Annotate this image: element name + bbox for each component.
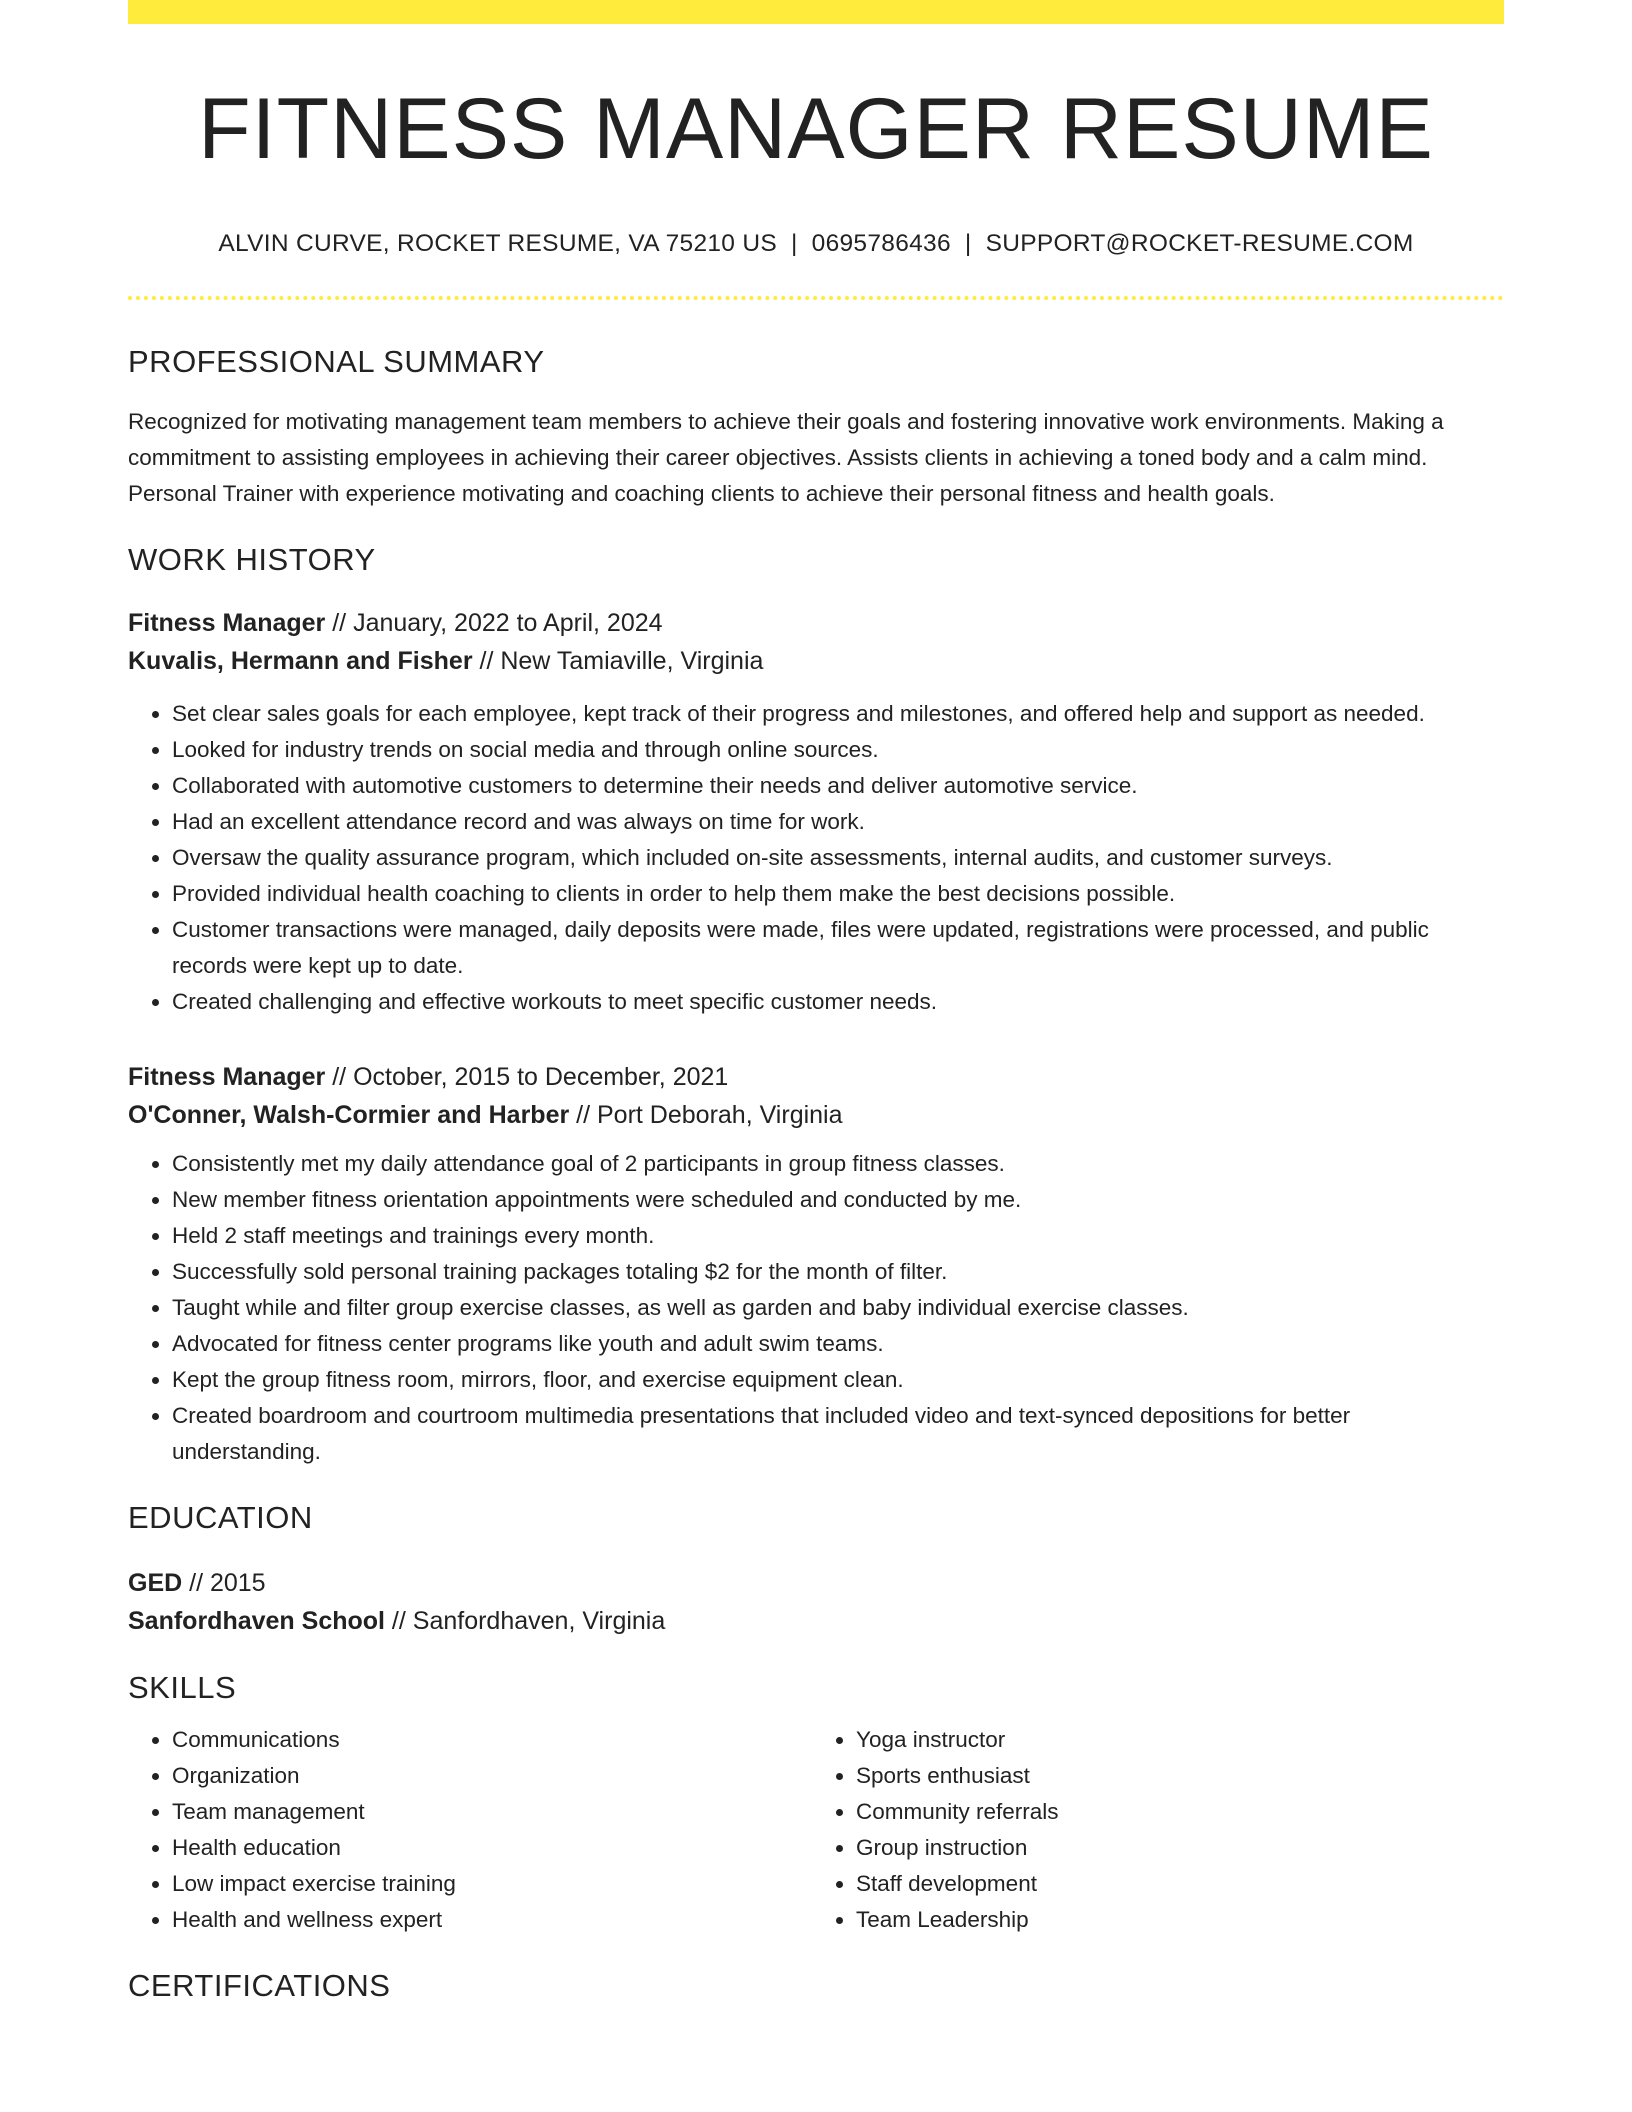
job-company: Kuvalis, Hermann and Fisher xyxy=(128,647,473,676)
list-item: • Successfully sold personal training packages totaling $2 for the month of filter. xyxy=(172,1254,1504,1290)
list-item: • Had an excellent attendance record and was always on time for work. xyxy=(172,804,1504,840)
list-item: • Low impact exercise training xyxy=(172,1866,806,1902)
skills-heading: SKILLS xyxy=(128,1670,237,1706)
job-bullets xyxy=(128,1146,1504,1470)
job-company-line xyxy=(128,1096,1504,1134)
dotted-divider xyxy=(128,296,1504,300)
list-item: • Community referrals xyxy=(856,1794,1490,1830)
contact-phone: 0695786436 xyxy=(811,230,951,258)
job-dates: // October, 2015 to December, 2021 xyxy=(325,1063,729,1092)
list-item: • Created boardroom and courtroom multimedia presentations that included video and text-synced depositions for better understanding. xyxy=(172,1398,1504,1470)
education-year: // 2015 xyxy=(182,1569,266,1598)
education-entry xyxy=(128,1564,1504,1640)
list-item: • Created challenging and effective workouts to meet specific customer needs. xyxy=(172,984,1504,1020)
job-company-line xyxy=(128,642,1504,680)
education-degree-line xyxy=(128,1564,1504,1602)
contact-line xyxy=(128,230,1504,258)
certifications-heading: CERTIFICATIONS xyxy=(128,1968,391,2004)
list-item: • Advocated for fitness center programs like youth and adult swim teams. xyxy=(172,1326,1504,1362)
list-item: • Sports enthusiast xyxy=(856,1758,1490,1794)
job-company: O'Conner, Walsh-Cormier and Harber xyxy=(128,1101,570,1130)
job-title-line xyxy=(128,1058,1504,1096)
job-dates: // January, 2022 to April, 2024 xyxy=(325,609,663,638)
list-item: • Staff development xyxy=(856,1866,1490,1902)
list-item: • Taught while and filter group exercise classes, as well as garden and baby individual exercise classes. xyxy=(172,1290,1504,1326)
list-item: • Health and wellness expert xyxy=(172,1902,806,1938)
resume-page xyxy=(128,0,1504,2004)
list-item: • Team management xyxy=(172,1794,806,1830)
list-item: • Customer transactions were managed, daily deposits were made, files were updated, registrations were processed, and public records were kept up to date. xyxy=(172,912,1504,984)
list-item: • Collaborated with automotive customers to determine their needs and deliver automotive service. xyxy=(172,768,1504,804)
resume-title: FITNESS MANAGER RESUME xyxy=(198,81,1434,177)
list-item: • Group instruction xyxy=(856,1830,1490,1866)
list-item: • Oversaw the quality assurance program, which included on-site assessments, internal audits, and customer surveys. xyxy=(172,840,1504,876)
list-item: • Organization xyxy=(172,1758,806,1794)
list-item: • Set clear sales goals for each employee, kept track of their progress and milestones, and offered help and support as needed. xyxy=(172,696,1504,732)
job-title-line xyxy=(128,604,1504,642)
contact-email: SUPPORT@ROCKET-RESUME.COM xyxy=(985,230,1414,258)
education-school-line xyxy=(128,1602,1504,1640)
skills-column-right xyxy=(806,1722,1490,1938)
job-title: Fitness Manager xyxy=(128,1063,326,1092)
contact-separator: | xyxy=(790,230,798,258)
skills-column-left xyxy=(128,1722,806,1938)
work-history-heading: WORK HISTORY xyxy=(128,542,376,578)
list-item: • Health education xyxy=(172,1830,806,1866)
job-entry-1 xyxy=(128,604,1504,1020)
list-item: • Held 2 staff meetings and trainings every month. xyxy=(172,1218,1504,1254)
education-location: // Sanfordhaven, Virginia xyxy=(384,1607,666,1636)
list-item: • Kept the group fitness room, mirrors, floor, and exercise equipment clean. xyxy=(172,1362,1504,1398)
list-item: • Consistently met my daily attendance goal of 2 participants in group fitness classes. xyxy=(172,1146,1504,1182)
education-heading: EDUCATION xyxy=(128,1500,313,1536)
contact-separator: | xyxy=(964,230,972,258)
list-item: • New member fitness orientation appointments were scheduled and conducted by me. xyxy=(172,1182,1504,1218)
summary-text: Recognized for motivating management team members to achieve their goals and fostering innovative work environments. Making a commitment to assisting employees in achieving their career objectives. Assists clients in achieving a toned body and a calm mind. Personal Trainer with experience motivating and coaching clients to achieve their personal fitness and health goals. xyxy=(128,409,1444,507)
list-item: • Yoga instructor xyxy=(856,1722,1490,1758)
contact-address: ALVIN CURVE, ROCKET RESUME, VA 75210 US xyxy=(218,230,777,258)
education-degree: GED xyxy=(128,1569,183,1598)
list-item: • Communications xyxy=(172,1722,806,1758)
skills-list xyxy=(128,1722,1504,1938)
job-bullets xyxy=(128,696,1504,1020)
job-title: Fitness Manager xyxy=(128,609,326,638)
job-entry-2 xyxy=(128,1058,1504,1470)
list-item: • Team Leadership xyxy=(856,1902,1490,1938)
job-location: // New Tamiaville, Virginia xyxy=(472,647,764,676)
list-item: • Looked for industry trends on social media and through online sources. xyxy=(172,732,1504,768)
job-location: // Port Deborah, Virginia xyxy=(569,1101,843,1130)
top-accent-bar xyxy=(128,0,1504,24)
list-item: • Provided individual health coaching to clients in order to help them make the best decisions possible. xyxy=(172,876,1504,912)
summary-heading: PROFESSIONAL SUMMARY xyxy=(128,344,545,380)
education-school: Sanfordhaven School xyxy=(128,1607,385,1636)
